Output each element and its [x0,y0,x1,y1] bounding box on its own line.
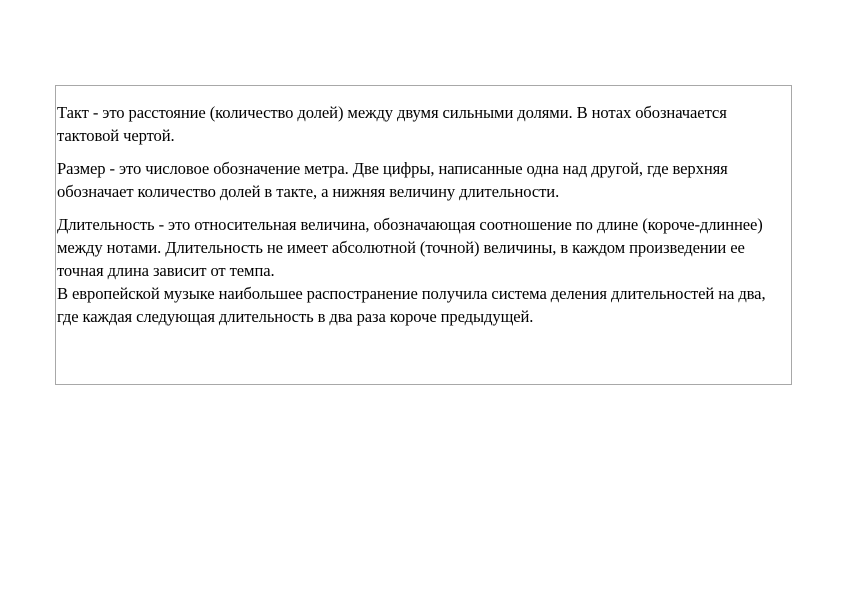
paragraph-takt: Такт - это расстояние (количество долей) между двумя сильными долями. В нотах обозначается тактовой чертой. [57,103,727,145]
text-box [55,85,792,385]
paragraph-european-system: В европейской музыке наибольшее распостранение получила система деления длительностей на два, где каждая следующая длительность в два раза короче предыдущей. [57,284,766,326]
paragraph-dlitelnost: Длительность - это относительная величина, обозначающая соотношение по длине (короче-длиннее) между нотами. Длительность не имеет абсолютной (точной) величины, в каждом произведении ее точная длина зависит от темпа. [57,215,763,280]
paragraph-razmer: Размер - это числовое обозначение метра. Две цифры, написанные одна над другой, где верхняя обозначает количество долей в такте, а нижняя величину длительности. [57,159,728,201]
